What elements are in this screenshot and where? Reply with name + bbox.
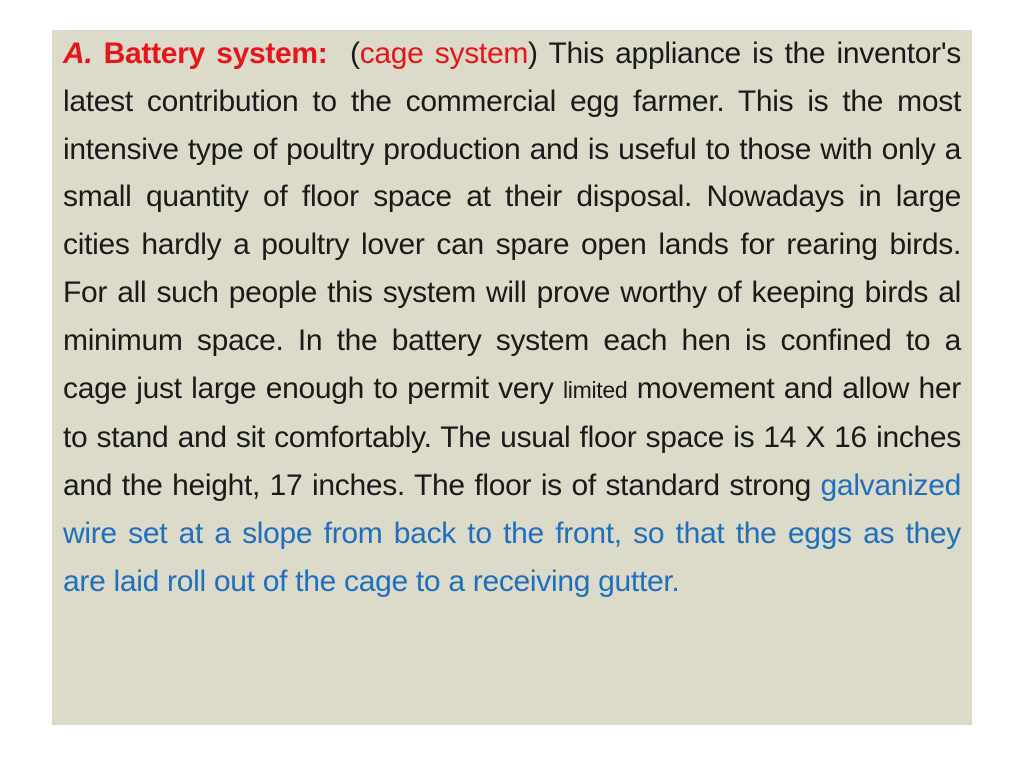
- body-text-part-1: This appliance is the inventor's latest contribution to the commercial egg farmer. This is the most intensive type of poultry production and is useful to those with only a small quantity of floor space at their disposal. Nowadays in large cities hardly a poultry lover can spare open lands for rearing birds. For all such people this system will prove worthy of keeping birds al minimum space. In the battery system each hen is confined to a cage just large enough to permit very: [63, 37, 961, 405]
- body-paragraph: [63, 30, 961, 606]
- paren-term: cage system: [359, 37, 529, 70]
- heading-title: Battery system:: [92, 37, 328, 70]
- blue-highlight-text: galvanized wire set at a slope from back to the front, so that the eggs as they are laid roll out of the cage to a receiving gutter.: [63, 469, 961, 598]
- heading-letter: A.: [63, 37, 93, 70]
- paren-open: (: [350, 37, 360, 70]
- paren-close: ): [528, 37, 538, 70]
- small-word: limited: [562, 376, 628, 403]
- text-box: [52, 30, 972, 725]
- body-text-part-2: movement and allow her to stand and sit comfortably. The usual floor space is 14 X 16 inches and the height, 17 inches. The floor is of standard strong: [63, 371, 961, 503]
